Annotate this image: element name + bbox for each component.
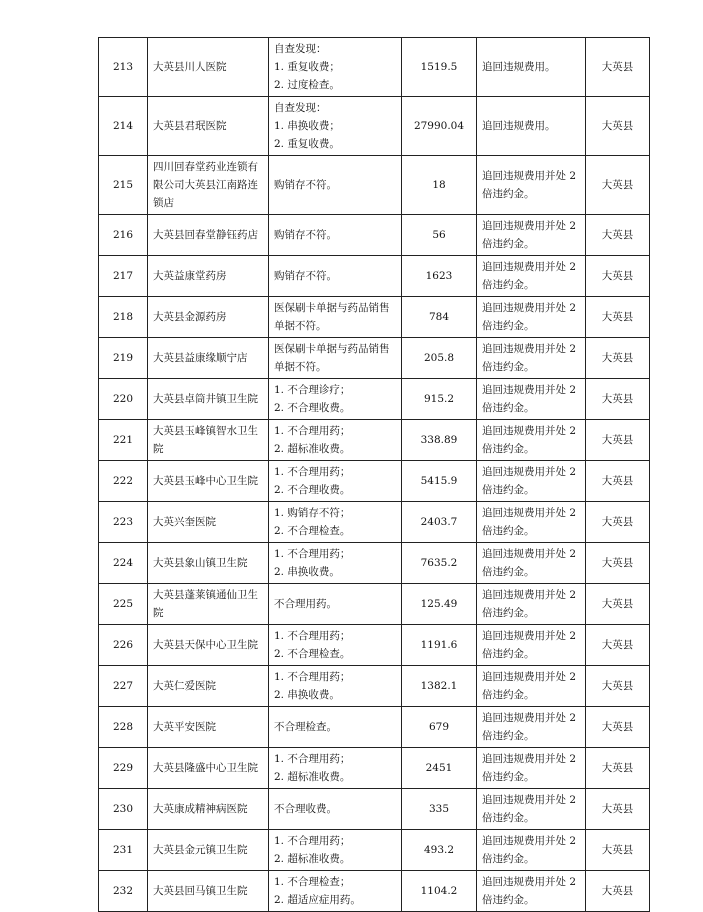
institution-name — [148, 97, 269, 156]
institution-name — [148, 748, 269, 789]
institution-name — [148, 156, 269, 215]
row-number: 216 — [99, 215, 148, 256]
institution-name-text: 大英县玉峰镇智水卫生院 — [153, 425, 258, 455]
institution-name — [148, 38, 269, 97]
region: 大英县 — [586, 461, 650, 502]
violation-issue-line: 1. 不合理用药； — [274, 548, 351, 560]
institution-name-text: 大英县隆盛中心卫生院 — [153, 762, 258, 774]
violation-amount: 784 — [402, 297, 477, 338]
table-row — [99, 256, 650, 297]
institution-name — [148, 338, 269, 379]
table-row — [99, 871, 650, 912]
violation-issue-line: 2. 不合理检查。 — [274, 648, 351, 660]
penalty-action-text: 追回违规费用并处 2 倍违约金。 — [482, 170, 577, 200]
institution-name — [148, 707, 269, 748]
violation-issue-line: 购销存不符。 — [274, 179, 337, 191]
institution-name-text: 四川回春堂药业连锁有限公司大英县江南路连锁店 — [153, 161, 258, 209]
institution-name-text: 大英平安医院 — [153, 721, 216, 733]
violation-issue-line: 2. 串换收费。 — [274, 566, 340, 578]
violation-amount: 1104.2 — [402, 871, 477, 912]
table-row — [99, 97, 650, 156]
institution-name-text: 大英县玉峰中心卫生院 — [153, 475, 258, 487]
table-row — [99, 502, 650, 543]
institution-name-text: 大英县蓬莱镇通仙卫生院 — [153, 589, 258, 619]
row-number: 213 — [99, 38, 148, 97]
institution-name-text: 大英县益康缘顺宁店 — [153, 352, 248, 364]
row-number: 220 — [99, 379, 148, 420]
penalty-action — [477, 502, 586, 543]
region: 大英县 — [586, 38, 650, 97]
violation-issue-line: 不合理用药。 — [274, 598, 337, 610]
violation-issues — [269, 584, 402, 625]
violation-issue-line: 2. 过度检查。 — [274, 79, 340, 91]
violation-issue-line: 2. 不合理收费。 — [274, 402, 351, 414]
violation-issue-line: 1. 不合理用药； — [274, 630, 351, 642]
institution-name — [148, 256, 269, 297]
violation-issue-line: 2. 超适应症用药。 — [274, 894, 361, 906]
region: 大英县 — [586, 748, 650, 789]
institution-name-text: 大英益康堂药房 — [153, 270, 227, 282]
penalty-action — [477, 666, 586, 707]
row-number: 222 — [99, 461, 148, 502]
violation-amount: 1519.5 — [402, 38, 477, 97]
table-row — [99, 789, 650, 830]
institution-name-text: 大英县金元镇卫生院 — [153, 844, 248, 856]
violation-issue-line: 2. 重复收费。 — [274, 138, 340, 150]
penalty-action-text: 追回违规费用并处 2 倍违约金。 — [482, 384, 577, 414]
row-number: 218 — [99, 297, 148, 338]
institution-name — [148, 215, 269, 256]
violation-issue-line: 1. 不合理用药； — [274, 671, 351, 683]
violation-issue-line: 2. 超标准收费。 — [274, 853, 351, 865]
violation-issue-line: 1. 重复收费； — [274, 61, 340, 73]
institution-name — [148, 584, 269, 625]
penalty-action — [477, 38, 586, 97]
violation-amount: 1623 — [402, 256, 477, 297]
table-row — [99, 156, 650, 215]
violation-issues — [269, 97, 402, 156]
penalty-table — [98, 37, 650, 912]
region: 大英县 — [586, 379, 650, 420]
violation-issue-line: 1. 不合理检查； — [274, 876, 351, 888]
institution-name — [148, 297, 269, 338]
table-row — [99, 38, 650, 97]
violation-issue-line: 医保刷卡单据与药品销售单据不符。 — [274, 343, 390, 373]
penalty-action — [477, 97, 586, 156]
penalty-action — [477, 297, 586, 338]
violation-issue-line: 2. 串换收费。 — [274, 689, 340, 701]
table-row — [99, 707, 650, 748]
violation-issues — [269, 625, 402, 666]
violation-amount: 493.2 — [402, 830, 477, 871]
violation-issues — [269, 215, 402, 256]
row-number: 228 — [99, 707, 148, 748]
violation-amount: 2403.7 — [402, 502, 477, 543]
penalty-action-text: 追回违规费用并处 2 倍违约金。 — [482, 712, 577, 742]
row-number: 215 — [99, 156, 148, 215]
table-row — [99, 215, 650, 256]
penalty-action — [477, 543, 586, 584]
penalty-table-body — [99, 38, 650, 912]
institution-name-text: 大英县天保中心卫生院 — [153, 639, 258, 651]
institution-name-text: 大英县卓筒井镇卫生院 — [153, 393, 258, 405]
violation-amount: 2451 — [402, 748, 477, 789]
violation-issues — [269, 502, 402, 543]
row-number: 227 — [99, 666, 148, 707]
table-row — [99, 625, 650, 666]
penalty-action — [477, 156, 586, 215]
penalty-action-text: 追回违规费用并处 2 倍违约金。 — [482, 671, 577, 701]
institution-name — [148, 379, 269, 420]
violation-issues — [269, 830, 402, 871]
table-row — [99, 666, 650, 707]
violation-issue-line: 2. 不合理收费。 — [274, 484, 351, 496]
penalty-action — [477, 215, 586, 256]
penalty-action-text: 追回违规费用并处 2 倍违约金。 — [482, 630, 577, 660]
violation-issues — [269, 543, 402, 584]
region: 大英县 — [586, 789, 650, 830]
penalty-action-text: 追回违规费用并处 2 倍违约金。 — [482, 425, 577, 455]
row-number: 224 — [99, 543, 148, 584]
penalty-action-text: 追回违规费用并处 2 倍违约金。 — [482, 466, 577, 496]
institution-name — [148, 625, 269, 666]
region: 大英县 — [586, 97, 650, 156]
penalty-action — [477, 871, 586, 912]
violation-issue-line: 1. 不合理诊疗； — [274, 384, 351, 396]
penalty-action-text: 追回违规费用并处 2 倍违约金。 — [482, 548, 577, 578]
violation-amount: 27990.04 — [402, 97, 477, 156]
penalty-action — [477, 461, 586, 502]
table-row — [99, 297, 650, 338]
institution-name — [148, 666, 269, 707]
violation-issues — [269, 789, 402, 830]
region: 大英县 — [586, 584, 650, 625]
row-number: 217 — [99, 256, 148, 297]
penalty-action — [477, 748, 586, 789]
region: 大英县 — [586, 215, 650, 256]
violation-issues — [269, 707, 402, 748]
institution-name — [148, 830, 269, 871]
penalty-action — [477, 338, 586, 379]
row-number: 230 — [99, 789, 148, 830]
penalty-action-text: 追回违规费用并处 2 倍违约金。 — [482, 753, 577, 783]
violation-amount: 335 — [402, 789, 477, 830]
violation-amount: 915.2 — [402, 379, 477, 420]
violation-issue-line: 1. 购销存不符； — [274, 507, 351, 519]
row-number: 225 — [99, 584, 148, 625]
row-number: 231 — [99, 830, 148, 871]
penalty-action-text: 追回违规费用并处 2 倍违约金。 — [482, 261, 577, 291]
violation-issue-line: 自查发现： — [274, 102, 327, 114]
violation-issue-line: 不合理收费。 — [274, 803, 337, 815]
institution-name-text: 大英县川人医院 — [153, 61, 227, 73]
penalty-action — [477, 789, 586, 830]
table-row — [99, 461, 650, 502]
penalty-action-text: 追回违规费用并处 2 倍违约金。 — [482, 876, 577, 906]
region: 大英县 — [586, 297, 650, 338]
institution-name — [148, 789, 269, 830]
penalty-action-text: 追回违规费用并处 2 倍违约金。 — [482, 343, 577, 373]
violation-amount: 338.89 — [402, 420, 477, 461]
penalty-action-text: 追回违规费用并处 2 倍违约金。 — [482, 302, 577, 332]
violation-issues — [269, 256, 402, 297]
table-row — [99, 420, 650, 461]
table-row — [99, 379, 650, 420]
institution-name — [148, 543, 269, 584]
row-number: 223 — [99, 502, 148, 543]
violation-amount: 7635.2 — [402, 543, 477, 584]
violation-issue-line: 购销存不符。 — [274, 229, 337, 241]
penalty-action — [477, 379, 586, 420]
violation-issues — [269, 379, 402, 420]
violation-issues — [269, 461, 402, 502]
violation-issue-line: 不合理检查。 — [274, 721, 337, 733]
penalty-action-text: 追回违规费用并处 2 倍违约金。 — [482, 220, 577, 250]
region: 大英县 — [586, 871, 650, 912]
institution-name-text: 大英县象山镇卫生院 — [153, 557, 248, 569]
violation-issue-line: 购销存不符。 — [274, 270, 337, 282]
violation-issues — [269, 338, 402, 379]
penalty-action — [477, 420, 586, 461]
violation-issues — [269, 748, 402, 789]
violation-issue-line: 1. 串换收费； — [274, 120, 340, 132]
table-row — [99, 584, 650, 625]
violation-issues — [269, 420, 402, 461]
violation-issue-line: 2. 超标准收费。 — [274, 771, 351, 783]
violation-issue-line: 1. 不合理用药； — [274, 835, 351, 847]
row-number: 214 — [99, 97, 148, 156]
violation-amount: 1191.6 — [402, 625, 477, 666]
region: 大英县 — [586, 338, 650, 379]
violation-issue-line: 1. 不合理用药； — [274, 425, 351, 437]
penalty-action-text: 追回违规费用并处 2 倍违约金。 — [482, 589, 577, 619]
region: 大英县 — [586, 666, 650, 707]
penalty-action — [477, 256, 586, 297]
violation-amount: 5415.9 — [402, 461, 477, 502]
region: 大英县 — [586, 502, 650, 543]
penalty-action — [477, 584, 586, 625]
institution-name-text: 大英县金源药房 — [153, 311, 227, 323]
table-row — [99, 338, 650, 379]
violation-issues — [269, 297, 402, 338]
violation-issues — [269, 666, 402, 707]
institution-name — [148, 502, 269, 543]
institution-name-text: 大英县君珉医院 — [153, 120, 227, 132]
institution-name-text: 大英兴奎医院 — [153, 516, 216, 528]
penalty-action — [477, 830, 586, 871]
region: 大英县 — [586, 256, 650, 297]
violation-amount: 56 — [402, 215, 477, 256]
region: 大英县 — [586, 543, 650, 584]
institution-name — [148, 420, 269, 461]
table-row — [99, 748, 650, 789]
penalty-action — [477, 707, 586, 748]
table-row — [99, 543, 650, 584]
region: 大英县 — [586, 830, 650, 871]
penalty-action-text: 追回违规费用。 — [482, 120, 556, 132]
row-number: 219 — [99, 338, 148, 379]
penalty-action-text: 追回违规费用并处 2 倍违约金。 — [482, 507, 577, 537]
region: 大英县 — [586, 420, 650, 461]
penalty-action-text: 追回违规费用。 — [482, 61, 556, 73]
institution-name-text: 大英康成精神病医院 — [153, 803, 248, 815]
violation-issue-line: 自查发现： — [274, 43, 327, 55]
violation-amount: 679 — [402, 707, 477, 748]
penalty-action-text: 追回违规费用并处 2 倍违约金。 — [482, 835, 577, 865]
violation-issue-line: 2. 超标准收费。 — [274, 443, 351, 455]
violation-issues — [269, 156, 402, 215]
violation-issue-line: 1. 不合理用药； — [274, 466, 351, 478]
region: 大英县 — [586, 707, 650, 748]
violation-amount: 125.49 — [402, 584, 477, 625]
institution-name-text: 大英县回春堂静钰药店 — [153, 229, 258, 241]
violation-amount: 1382.1 — [402, 666, 477, 707]
region: 大英县 — [586, 625, 650, 666]
row-number: 232 — [99, 871, 148, 912]
violation-issue-line: 医保刷卡单据与药品销售单据不符。 — [274, 302, 390, 332]
institution-name-text: 大英县回马镇卫生院 — [153, 885, 248, 897]
violation-amount: 205.8 — [402, 338, 477, 379]
row-number: 226 — [99, 625, 148, 666]
institution-name — [148, 461, 269, 502]
institution-name-text: 大英仁爱医院 — [153, 680, 216, 692]
region: 大英县 — [586, 156, 650, 215]
violation-issues — [269, 38, 402, 97]
table-row — [99, 830, 650, 871]
violation-issues — [269, 871, 402, 912]
penalty-action-text: 追回违规费用并处 2 倍违约金。 — [482, 794, 577, 824]
penalty-action — [477, 625, 586, 666]
violation-amount: 18 — [402, 156, 477, 215]
institution-name — [148, 871, 269, 912]
row-number: 221 — [99, 420, 148, 461]
violation-issue-line: 1. 不合理用药； — [274, 753, 351, 765]
row-number: 229 — [99, 748, 148, 789]
violation-issue-line: 2. 不合理检查。 — [274, 525, 351, 537]
